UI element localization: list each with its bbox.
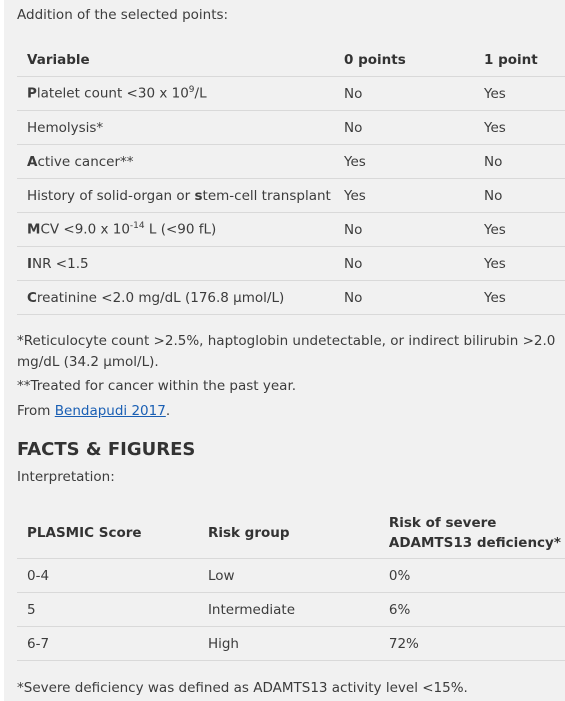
risk-cell: 6% (379, 593, 565, 627)
source-citation: From Bendapudi 2017. (17, 403, 171, 419)
table-row (17, 247, 565, 281)
facts-figures-heading: FACTS & FIGURES (17, 439, 196, 460)
table-header-row (17, 44, 565, 77)
zero-points-cell: Yes (334, 145, 474, 179)
score-cell: 0-4 (17, 559, 198, 593)
bendapudi-link[interactable]: Bendapudi 2017 (54, 403, 166, 419)
score-cell: 6-7 (17, 627, 198, 661)
group-cell: Low (198, 559, 379, 593)
zero-points-cell: No (334, 213, 474, 247)
one-point-cell: Yes (474, 281, 565, 315)
header-variable: Variable (17, 44, 334, 77)
variable-cell: History of solid-organ or stem-cell transplant (17, 179, 334, 213)
group-cell: Intermediate (198, 593, 379, 627)
header-zero-points: 0 points (334, 44, 474, 77)
table-row (17, 627, 565, 661)
interpretation-label: Interpretation: (17, 469, 115, 485)
variable-cell: Active cancer** (17, 145, 334, 179)
header-plasmic-score: PLASMIC Score (17, 508, 198, 559)
header-risk-severe: Risk of severe ADAMTS13 deficiency* (379, 508, 565, 559)
one-point-cell: Yes (474, 111, 565, 145)
table-row (17, 281, 565, 315)
severity-footnote: *Severe deficiency was defined as ADAMTS13 activity level <15%. (17, 680, 468, 696)
header-risk-group: Risk group (198, 508, 379, 559)
one-point-cell: No (474, 145, 565, 179)
reticulocyte-footnote: *Reticulocyte count >2.5%, haptoglobin undetectable, or indirect bilirubin >2.0 mg/dL (34.2 μmol/L). (17, 333, 556, 370)
table-row (17, 213, 565, 247)
score-cell: 5 (17, 593, 198, 627)
zero-points-cell: No (334, 111, 474, 145)
header-one-point: 1 point (474, 44, 565, 77)
table-row (17, 111, 565, 145)
zero-points-cell: Yes (334, 179, 474, 213)
variable-cell: Hemolysis* (17, 111, 334, 145)
zero-points-cell: No (334, 281, 474, 315)
table-row (17, 145, 565, 179)
table-header-row (17, 508, 565, 559)
zero-points-cell: No (334, 247, 474, 281)
one-point-cell: Yes (474, 213, 565, 247)
risk-cell: 72% (379, 627, 565, 661)
intro-text: Addition of the selected points: (17, 7, 229, 23)
table-row (17, 77, 565, 111)
table-row (17, 179, 565, 213)
variable-cell: INR <1.5 (17, 247, 334, 281)
variable-cell: MCV <9.0 x $10^{-14}$ L (<90 fL) (17, 213, 334, 247)
risk-interpretation-table (17, 508, 565, 661)
plasmic-variables-table (17, 44, 565, 315)
one-point-cell: Yes (474, 247, 565, 281)
one-point-cell: No (474, 179, 565, 213)
content-panel (4, 0, 565, 701)
variable-cell: Platelet count <30 x $10^9/L$ (17, 77, 334, 111)
variable-cell: Creatinine <2.0 mg/dL (176.8 μmol/L) (17, 281, 334, 315)
table-row (17, 593, 565, 627)
group-cell: High (198, 627, 379, 661)
treated-footnote: **Treated for cancer within the past year. (17, 378, 297, 394)
zero-points-cell: No (334, 77, 474, 111)
table-row (17, 559, 565, 593)
risk-cell: 0% (379, 559, 565, 593)
one-point-cell: Yes (474, 77, 565, 111)
